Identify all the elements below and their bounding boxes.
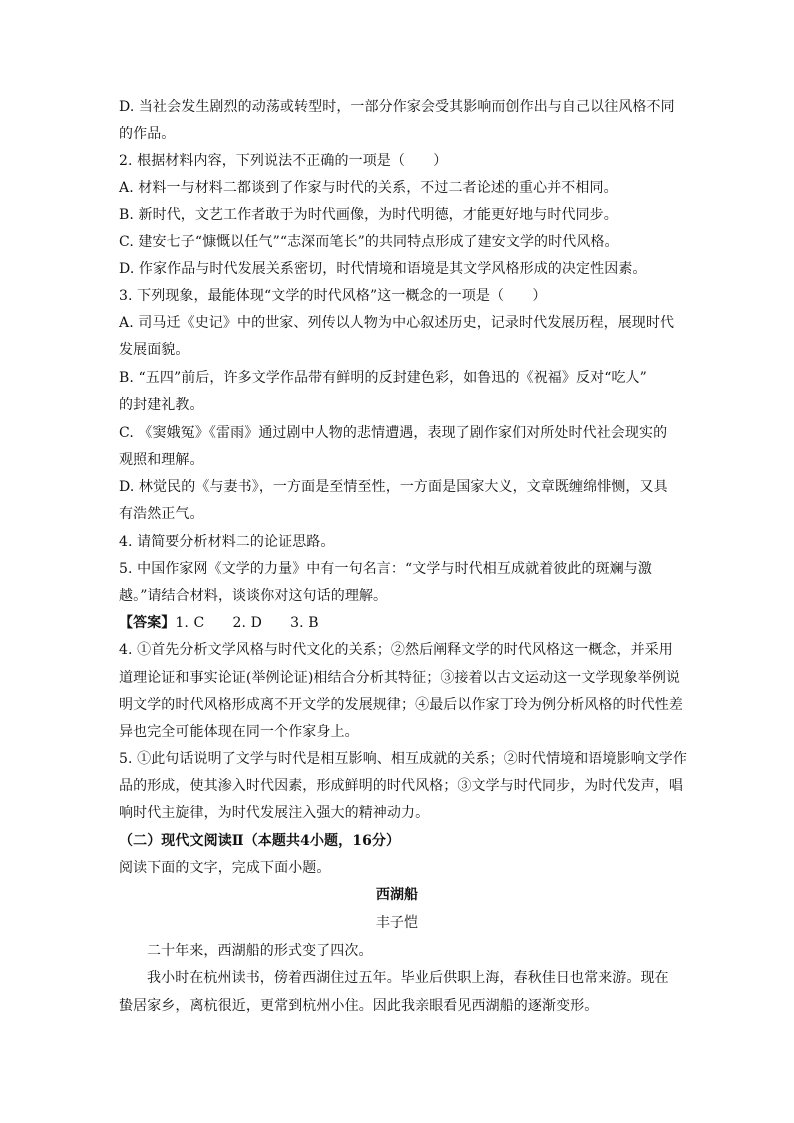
essay-paragraph-2-line-2: 蛰居家乡，离杭很近，更常到杭州小住。因此我亲眼看见西湖船的逐渐变形。 bbox=[119, 998, 599, 1014]
q2-option-a: A. 材料一与材料二都谈到了作家与时代的关系，不过二者论述的重心并不相同。 bbox=[119, 180, 618, 196]
q3-option-c-line-2: 观照和理解。 bbox=[119, 452, 204, 468]
q3-option-c-line-1: C. 《窦娥冤》《雷雨》通过剧中人物的悲情遭遇，表现了剧作家们对所处时代社会现实的 bbox=[119, 425, 668, 441]
answer-5-line-1: 5. ①此句话说明了文学与时代是相互影响、相互成就的关系；②时代情境和语境影响文学作 bbox=[119, 751, 688, 767]
q3-option-a-line-2: 发展面貌。 bbox=[119, 342, 190, 358]
q3-option-d-line-2: 有浩然正气。 bbox=[119, 506, 204, 522]
answer-4-line-3: 明文学的时代风格形成离不开文学的发展规律；④最后以作家丁玲为例分析风格的时代性差 bbox=[119, 697, 683, 713]
q3-option-a-line-1: A. 司马迁《史记》中的世家、列传以人物为中心叙述历史，记录时代发展历程，展现时代 bbox=[119, 315, 675, 331]
q3-option-b-line-2: 的封建礼教。 bbox=[119, 397, 204, 413]
essay-paragraph-1: 二十年来，西湖船的形式变了四次。 bbox=[147, 943, 373, 959]
answer-5-line-3: 响时代主旋律，为时代发展注入强大的精神动力。 bbox=[119, 805, 430, 821]
answer-choices: 1. C 2. D 3. B bbox=[175, 615, 319, 631]
q2-option-d: D. 作家作品与时代发展关系密切，时代情境和语境是其文学风格形成的决定性因素。 bbox=[119, 261, 647, 277]
answer-4-line-1: 4. ①首先分析文学风格与时代文化的关系；②然后阐释文学的时代风格这一概念，并采用 bbox=[119, 642, 673, 658]
option-d-line-1: D. 当社会发生剧烈的动荡或转型时，一部分作家会受其影响而创作出与自己以往风格不同 bbox=[119, 99, 675, 115]
option-d-line-2: 的作品。 bbox=[119, 126, 176, 142]
question-5-line-1: 5. 中国作家网《文学的力量》中有一句名言：“文学与时代相互成就着彼此的斑斓与激 bbox=[119, 561, 652, 577]
essay-author: 丰子恺 bbox=[375, 915, 419, 931]
question-3: 3. 下列现象，最能体现“文学的时代风格”这一概念的一项是（ ） bbox=[119, 288, 547, 304]
section-heading: （二）现代文阅读Ⅱ（本题共4小题，16分） bbox=[119, 833, 401, 849]
answer-4-line-2: 道理论证和事实论证(举例论证)相结合分析其特征；③接着以古文运动这一文学现象举例说 bbox=[119, 670, 681, 686]
reading-instruction: 阅读下面的文字，完成下面小题。 bbox=[119, 860, 331, 876]
q3-option-d-line-1: D. 林觉民的《与妻书》，一方面是至情至性，一方面是国家大义，文章既缠绵悱恻，又具 bbox=[119, 479, 668, 495]
question-2: 2. 根据材料内容，下列说法不正确的一项是（ ） bbox=[119, 153, 448, 169]
essay-paragraph-2-line-1: 我小时在杭州读书，傍着西湖住过五年。毕业后供职上海，春秋佳日也常来游。现在 bbox=[147, 970, 669, 986]
question-5-line-2: 越。”请结合材料，谈谈你对这句话的理解。 bbox=[119, 588, 388, 604]
q2-option-c: C. 建安七子“慷慨以任气”“志深而笔长”的共同特点形成了建安文学的时代风格。 bbox=[119, 234, 619, 250]
answer-key bbox=[119, 613, 679, 633]
answer-tag: 【答案】 bbox=[119, 615, 176, 631]
question-4: 4. 请简要分析材料二的论证思路。 bbox=[119, 534, 335, 550]
answer-5-line-2: 品的形成，使其渗入时代因素，形成鲜明的时代风格；③文学与时代同步，为时代发声，唱 bbox=[119, 778, 683, 794]
answer-4-line-4: 异也完全可能体现在同一个作家身上。 bbox=[119, 724, 359, 740]
q3-option-b-line-1: B. “五四”前后，许多文学作品带有鲜明的反封建色彩，如鲁迅的《祝福》反对“吃人” bbox=[119, 370, 647, 386]
essay-title: 西湖船 bbox=[375, 887, 419, 903]
q2-option-b: B. 新时代，文艺工作者敢于为时代画像，为时代明德，才能更好地与时代同步。 bbox=[119, 207, 618, 223]
